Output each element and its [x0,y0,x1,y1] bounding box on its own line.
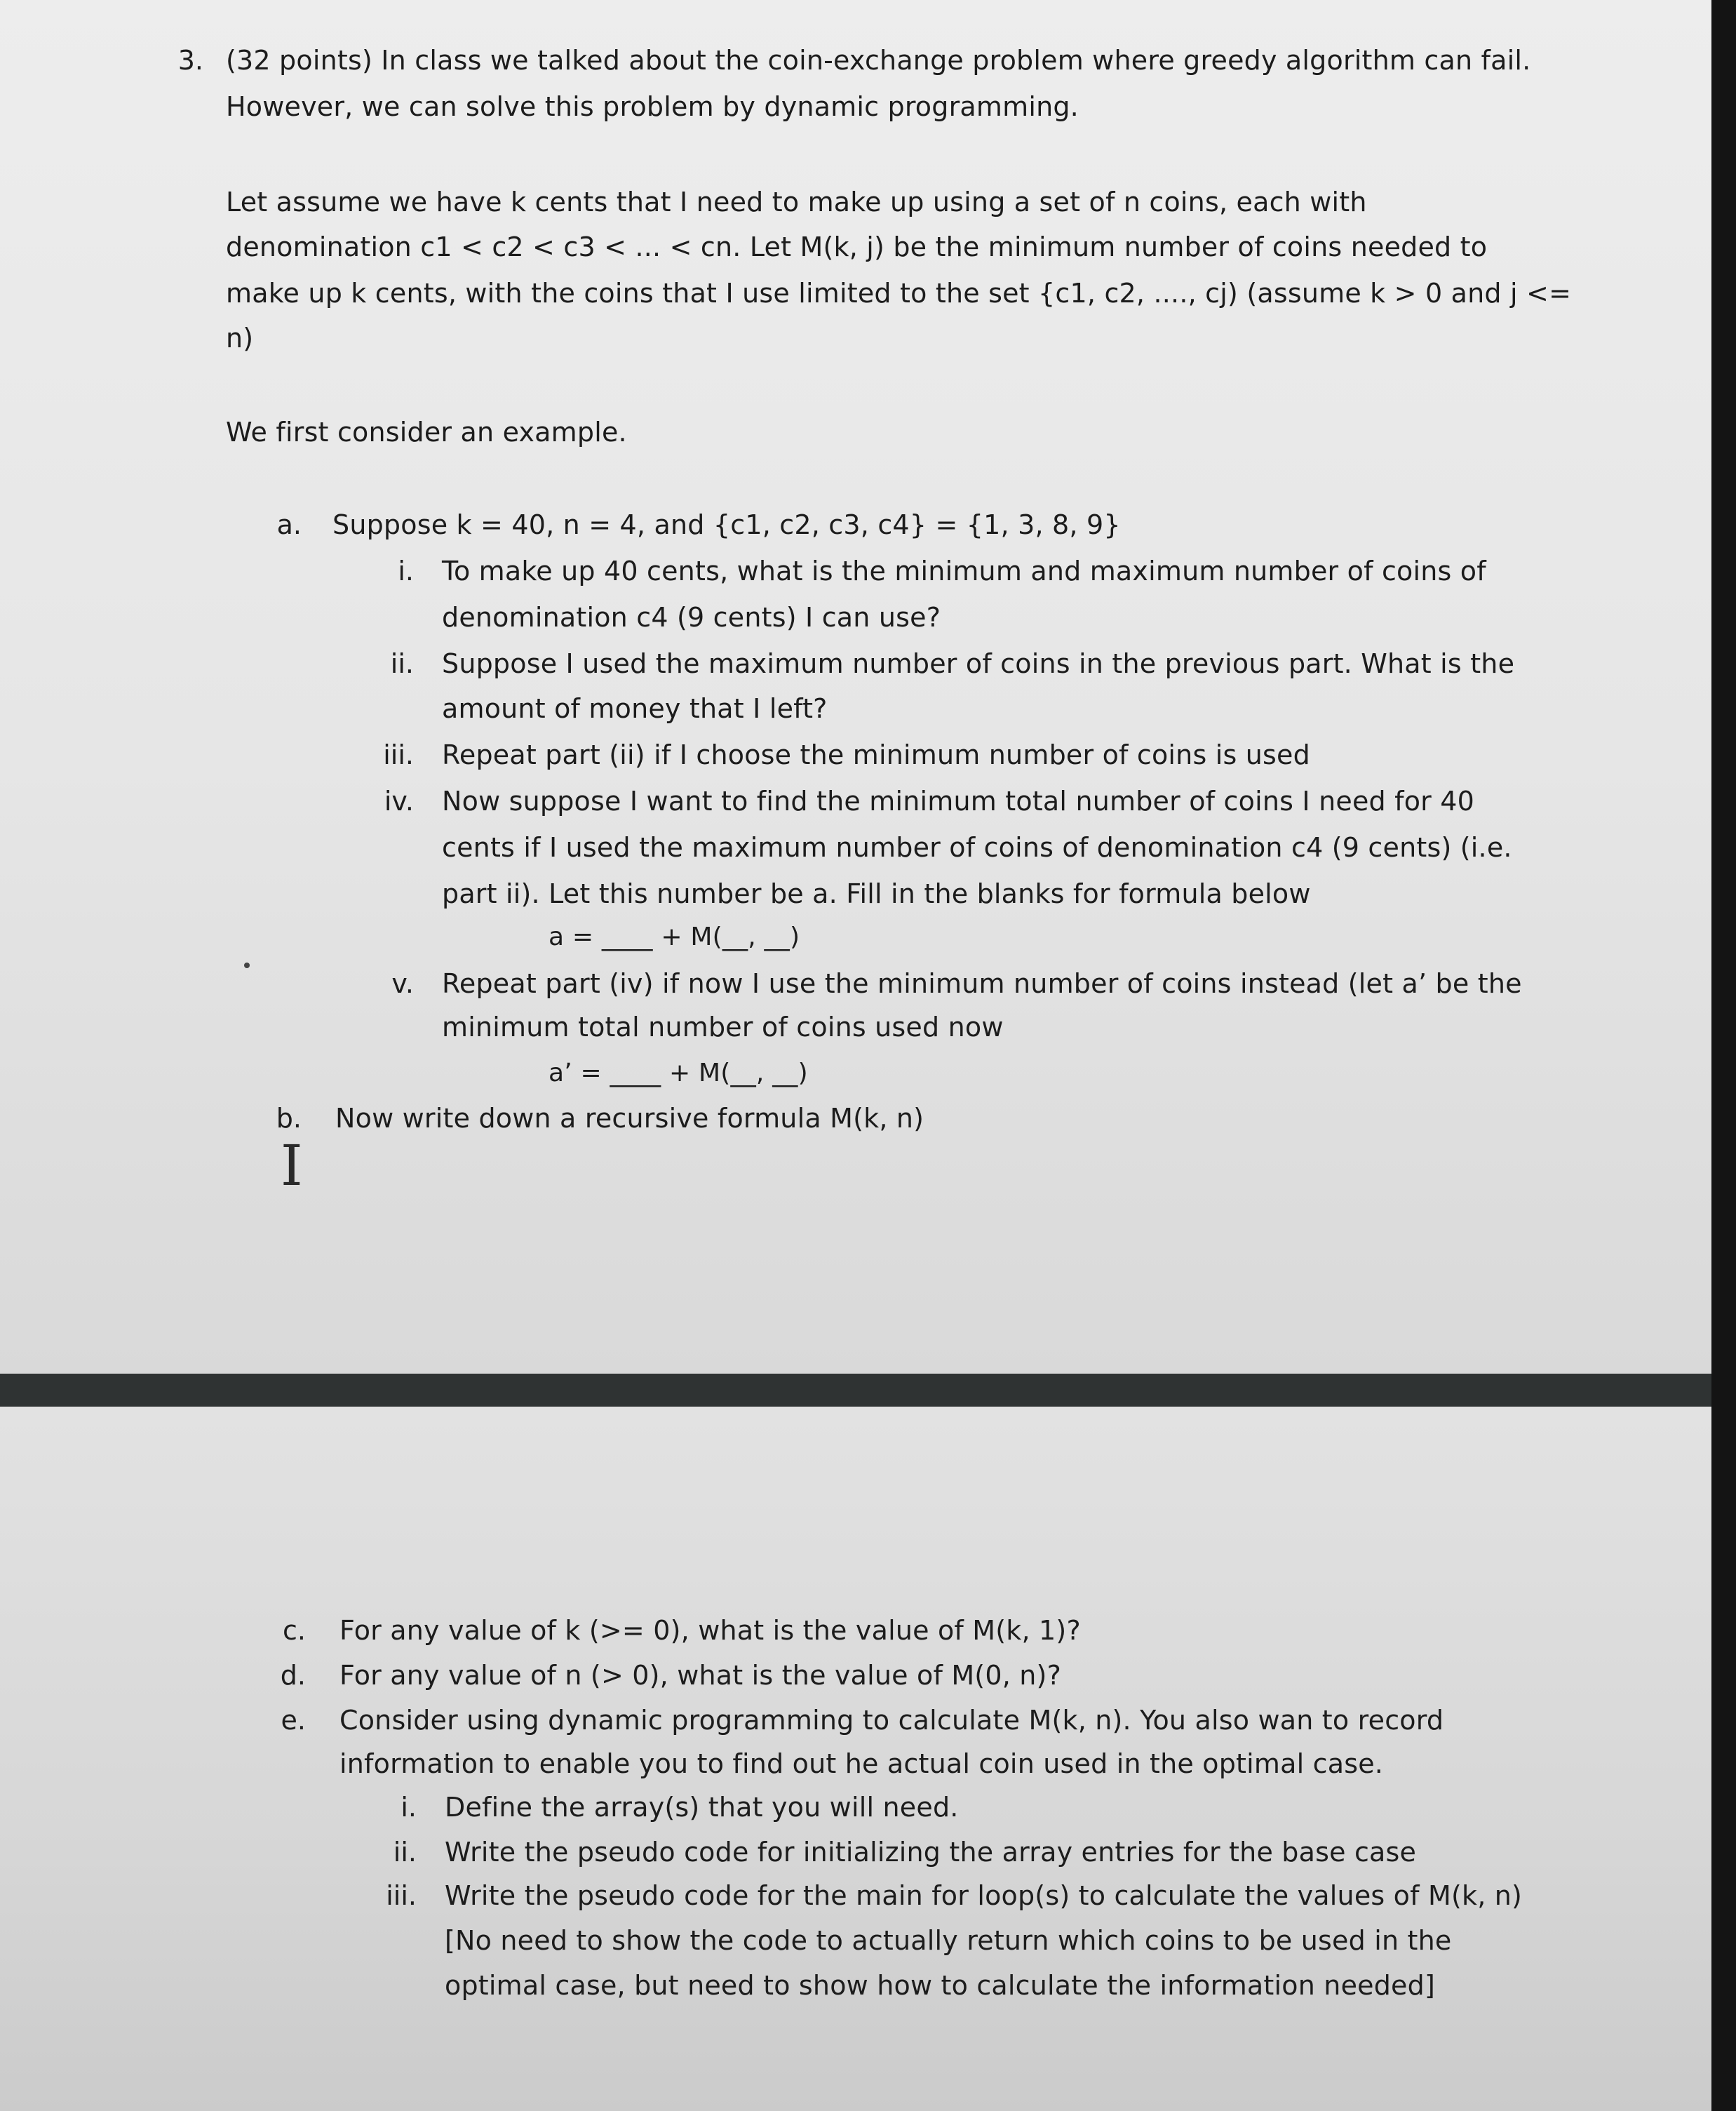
part-d-text: For any value of n (> 0), what is the value of M(0, n)? [339,1660,1061,1691]
part-a-iv-line-1: Now suppose I want to find the minimum total number of coins I need for 40 [442,786,1475,817]
part-e-iii-line-1: Write the pseudo code for the main for loop(s) to calculate the values of M(k, n) [445,1880,1523,1911]
part-c-label: c. [283,1615,306,1646]
part-a-v-line-2: minimum total number of coins used now [442,1012,1004,1043]
setup-line-3: make up k cents, with the coins that I use limited to the set {c1, c2, ...., cj) (assume k > 0 and j <= [226,278,1572,309]
part-e-iii-line-3: optimal case, but need to show how to calculate the information needed] [445,1970,1435,2001]
part-e-i-label: i. [401,1792,417,1823]
text-cursor-icon: I [281,1133,303,1198]
part-e-ii-label: ii. [393,1837,417,1868]
part-a-iv-line-2: cents if I used the maximum number of coins of denomination c4 (9 cents) (i.e. [442,832,1512,863]
part-a-i-line-1: To make up 40 cents, what is the minimum and maximum number of coins of [442,556,1486,587]
page-gap [0,1374,1736,1407]
part-e-iii-label: iii. [386,1880,417,1911]
part-a-iv-label: iv. [384,786,414,817]
part-a-label: a. [276,509,302,540]
part-c-text: For any value of k (>= 0), what is the value of M(k, 1)? [339,1615,1081,1646]
part-a-iv-line-3: part ii). Let this number be a. Fill in the blanks for formula below [442,878,1311,909]
stray-mark [244,963,250,968]
part-e-label: e. [281,1705,306,1736]
part-a-iii-line-1: Repeat part (ii) if I choose the minimum number of coins is used [442,739,1310,770]
part-d-label: d. [280,1660,306,1691]
setup-line-2: denomination c1 < c2 < c3 < ... < cn. Let M(k, j) be the minimum number of coins needed to [226,232,1488,262]
part-b-text: Now write down a recursive formula M(k, n) [335,1103,924,1134]
example-intro: We first consider an example. [226,417,627,448]
part-e-ii-line-1: Write the pseudo code for initializing the array entries for the base case [445,1837,1417,1868]
part-a-text: Suppose k = 40, n = 4, and {c1, c2, c3, c4} = {1, 3, 8, 9} [332,509,1121,540]
question-intro-line-2: However, we can solve this problem by dynamic programming. [226,91,1079,122]
part-a-iii-label: iii. [383,739,414,770]
part-a-v-label: v. [391,968,414,999]
part-a-v-line-1: Repeat part (iv) if now I use the minimum number of coins instead (let a’ be the [442,968,1522,999]
part-e-iii-line-2: [No need to show the code to actually return which coins to be used in the [445,1925,1452,1956]
part-e-line-1: Consider using dynamic programming to calculate M(k, n). You also wan to record [339,1705,1444,1736]
part-a-i-label: i. [398,556,414,587]
question-number: 3. [177,45,203,76]
part-a-v-formula: a’ = ____ + M(__, __) [549,1059,808,1087]
part-a-iv-formula: a = ____ + M(__, __) [549,923,800,951]
part-a-ii-line-1: Suppose I used the maximum number of coins in the previous part. What is the [442,648,1515,679]
part-e-line-2: information to enable you to find out he actual coin used in the optimal case. [339,1748,1384,1779]
part-a-i-line-2: denomination c4 (9 cents) I can use? [442,602,941,633]
screen-edge [1711,0,1736,2111]
question-intro-line-1: (32 points) In class we talked about the coin-exchange problem where greedy algorithm can fail. [226,45,1531,76]
part-b-label: b. [276,1103,302,1134]
part-e-i-line-1: Define the array(s) that you will need. [445,1792,959,1823]
part-a-ii-line-2: amount of money that I left? [442,693,828,724]
setup-line-4: n) [226,323,254,354]
part-a-ii-label: ii. [390,648,414,679]
setup-line-1: Let assume we have k cents that I need to make up using a set of n coins, each with [226,187,1367,217]
